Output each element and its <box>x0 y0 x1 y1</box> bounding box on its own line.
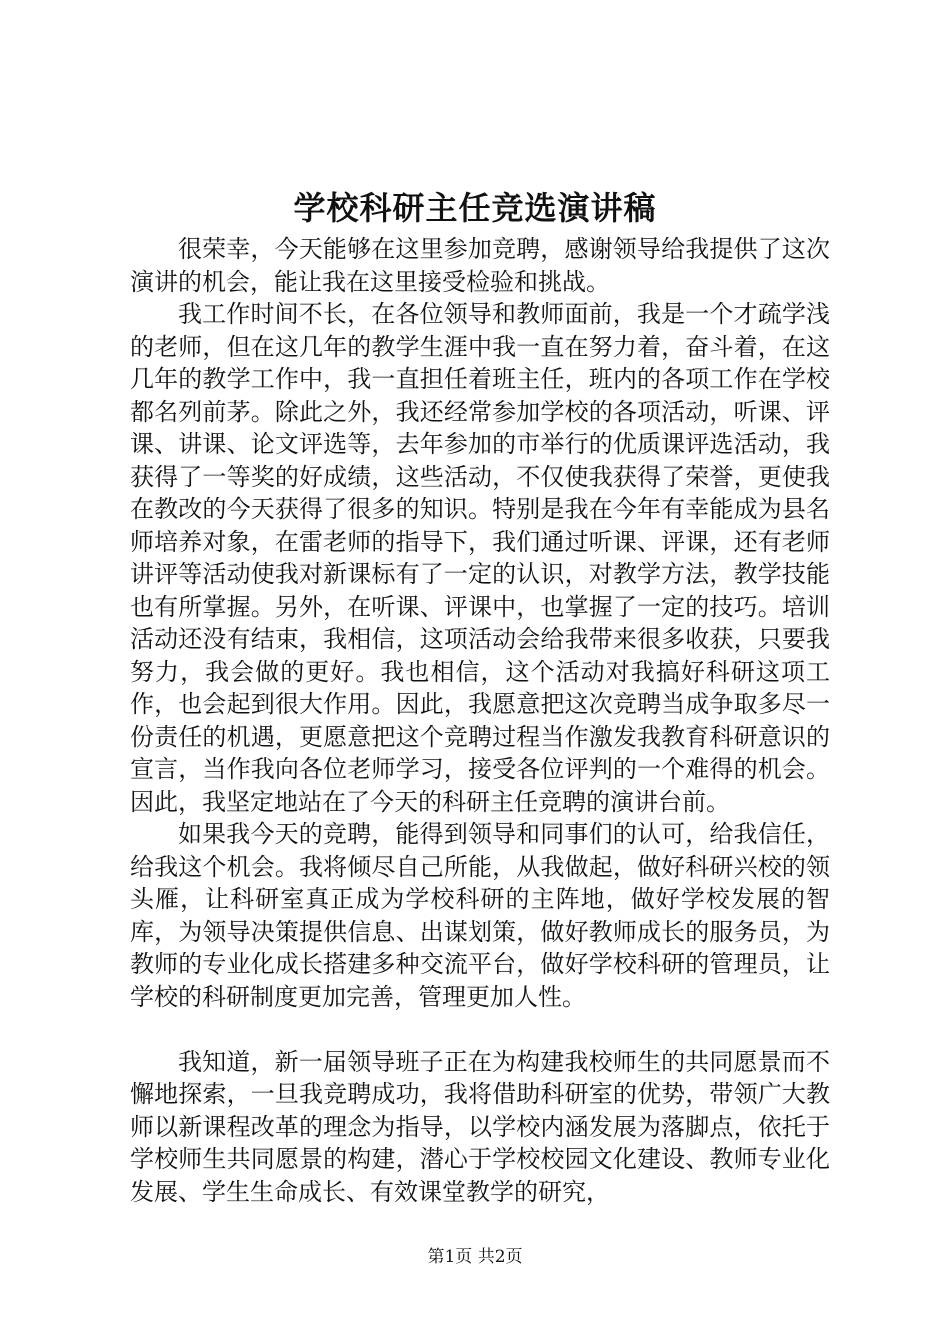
paragraph-commitment: 如果我今天的竞聘，能得到领导和同事们的认可，给我信任，给我这个机会。我将倾尽自己所能，从我做起，做好科研兴校的领头雁，让科研室真正成为学校科研的主阵地，做好学校发展的智库，为领导决策提供信息、出谋划策，做好教师成长的服务员，为教师的专业化成长搭建多种交流平台，做好学校科研的管理员，让学校的科研制度更加完善，管理更加人性。 <box>130 820 830 1011</box>
page-number-footer: 第1页 共2页 <box>427 1247 523 1267</box>
paragraph-vision: 我知道，新一届领导班子正在为构建我校师生的共同愿景而不懈地探索，一旦我竞聘成功，我将借助科研室的优势，带领广大教师以新课程改革的理念为指导，以学校内涵发展为落脚点，依托于学校师生共同愿景的构建，潜心于学校校园文化建设、教师专业化发展、学生生命成长、有效课堂教学的研究， <box>130 1047 830 1206</box>
document-body <box>130 233 830 1208</box>
paragraph-intro: 很荣幸，今天能够在这里参加竞聘，感谢领导给我提供了这次演讲的机会，能让我在这里接受检验和挑战。 <box>130 235 830 296</box>
paragraph-experience: 我工作时间不长，在各位领导和教师面前，我是一个才疏学浅的老师，但在这几年的教学生涯中我一直在努力着，奋斗着，在这几年的教学工作中，我一直担任着班主任，班内的各项工作在学校都名列前茅。除此之外，我还经常参加学校的各项活动，听课、评课、讲课、论文评选等，去年参加的市举行的优质课评选活动，我获得了一等奖的好成绩，这些活动，不仅使我获得了荣誉，更使我在教改的今天获得了很多的知识。特别是我在今年有幸能成为县名师培养对象，在雷老师的指导下，我们通过听课、评课，还有老师讲评等活动使我对新课标有了一定的认识，对教学方法，教学技能也有所掌握。另外，在听课、评课中，也掌握了一定的技巧。培训活动还没有结束，我相信，这项活动会给我带来很多收获，只要我努力，我会做的更好。我也相信，这个活动对我搞好科研这项工作，也会起到很大作用。因此，我愿意把这次竞聘当成争取多尽一份责任的机遇，更愿意把这个竞聘过程当作激发我教育科研意识的宣言，当作我向各位老师学习，接受各位评判的一个难得的机会。因此，我坚定地站在了今天的科研主任竞聘的演讲台前。 <box>130 300 830 816</box>
page-title: 学校科研主任竞选演讲稿 <box>293 189 657 227</box>
